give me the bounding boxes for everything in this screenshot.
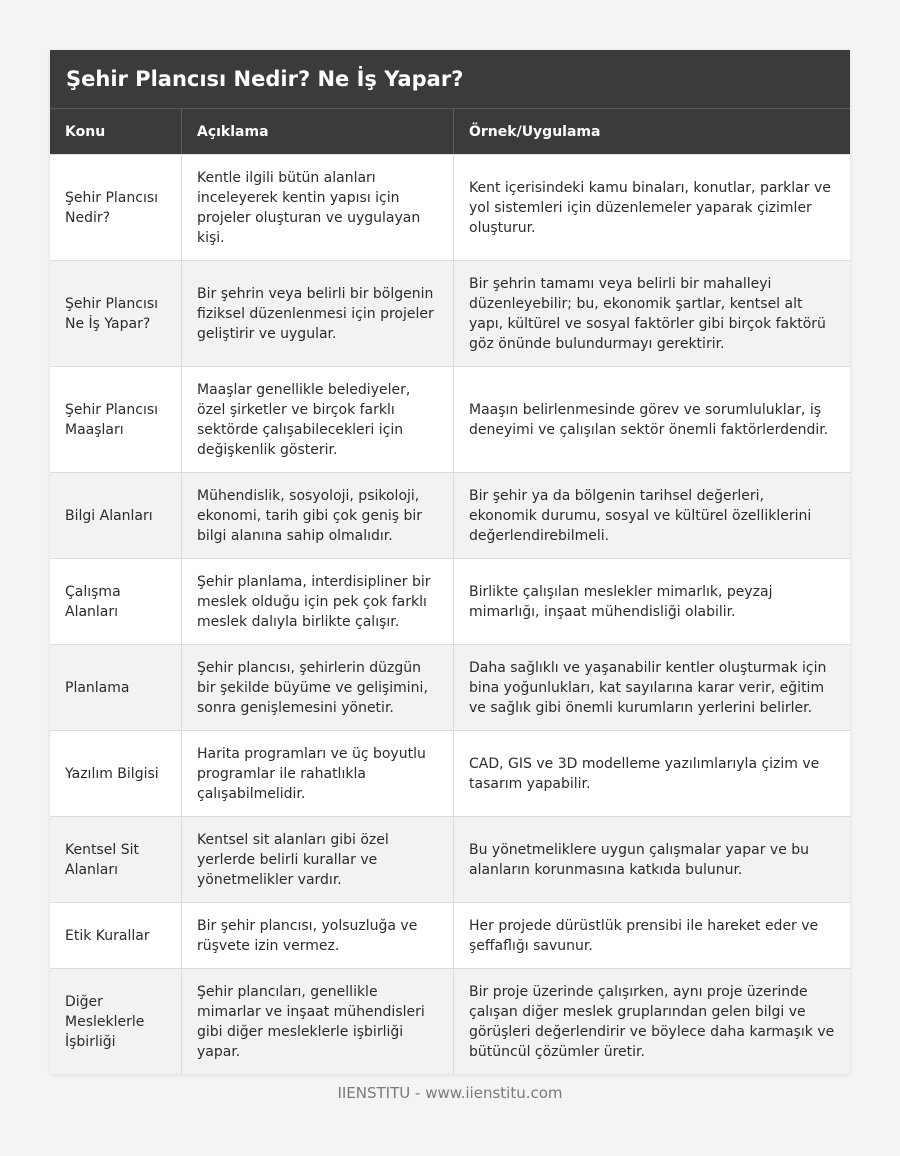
- table-row: [50, 260, 850, 366]
- cell-aciklama: Harita programları ve üç boyutlu programlar ile rahatlıkla çalışabilmelidir.: [182, 731, 454, 816]
- header-aciklama: Açıklama: [182, 109, 454, 154]
- table-row: [50, 154, 850, 260]
- table-row: [50, 730, 850, 816]
- cell-konu: Şehir Plancısı Nedir?: [50, 155, 182, 260]
- table-body: [50, 154, 850, 1074]
- cell-konu: Bilgi Alanları: [50, 473, 182, 558]
- table-row: [50, 366, 850, 472]
- header-konu: Konu: [50, 109, 182, 154]
- cell-ornek: Bu yönetmeliklere uygun çalışmalar yapar ve bu alanların korunmasına katkıda bulunur.: [469, 841, 810, 878]
- cell-ornek: Bir şehir ya da bölgenin tarihsel değerleri, ekonomik durumu, sosyal ve kültürel özelliklerini değerlendirebilmeli.: [469, 487, 812, 544]
- cell-ornek: Daha sağlıklı ve yaşanabilir kentler oluşturmak için bina yoğunlukları, kat sayılarına karar verir, eğitim ve sağlık gibi önemli kurumların yerlerini belirler.: [469, 659, 827, 716]
- table-title: Şehir Plancısı Nedir? Ne İş Yapar?: [50, 50, 850, 108]
- table-row: [50, 644, 850, 730]
- cell-ornek: Bir proje üzerinde çalışırken, aynı proje üzerinde çalışan diğer meslek gruplarından gelen bilgi ve görüşleri değerlendirir ve böylece daha karmaşık ve bütüncül çözümler üretir.: [469, 983, 835, 1060]
- cell-aciklama: Şehir plancıları, genellikle mimarlar ve inşaat mühendisleri gibi diğer mesleklerle işbirliği yapar.: [182, 969, 454, 1074]
- cell-aciklama: Bir şehir plancısı, yolsuzluğa ve rüşvete izin vermez.: [182, 903, 454, 968]
- cell-aciklama: Maaşlar genellikle belediyeler, özel şirketler ve birçok farklı sektörde çalışabilecekleri için değişkenlik gösterir.: [182, 367, 454, 472]
- table-row: [50, 472, 850, 558]
- cell-aciklama: Şehir planlama, interdisipliner bir meslek olduğu için pek çok farklı meslek dalıyla birlikte çalışır.: [182, 559, 454, 644]
- table-row: [50, 558, 850, 644]
- cell-aciklama: Kentsel sit alanları gibi özel yerlerde belirli kurallar ve yönetmelikler vardır.: [182, 817, 454, 902]
- table-row: [50, 816, 850, 902]
- cell-konu: Şehir Plancısı Ne İş Yapar?: [50, 261, 182, 366]
- cell-aciklama: Bir şehrin veya belirli bir bölgenin fiziksel düzenlenmesi için projeler geliştirir ve uygular.: [182, 261, 454, 366]
- table-row: [50, 902, 850, 968]
- info-table-card: [50, 50, 850, 1074]
- footer-credit: IIENSTITU - www.iienstitu.com: [337, 1084, 563, 1102]
- cell-aciklama: Mühendislik, sosyoloji, psikoloji, ekonomi, tarih gibi çok geniş bir bilgi alanına sahip olmalıdır.: [182, 473, 454, 558]
- cell-aciklama: Kentle ilgili bütün alanları inceleyerek kentin yapısı için projeler oluşturan ve uygulayan kişi.: [182, 155, 454, 260]
- cell-ornek: Kent içerisindeki kamu binaları, konutlar, parklar ve yol sistemleri için düzenlemeler yaparak çizimler oluşturur.: [469, 179, 831, 236]
- cell-ornek: Birlikte çalışılan meslekler mimarlık, peyzaj mimarlığı, inşaat mühendisliği olabilir.: [469, 583, 773, 620]
- table-row: [50, 968, 850, 1074]
- cell-ornek: Maaşın belirlenmesinde görev ve sorumluluklar, iş deneyimi ve çalışılan sektör önemli faktörlerdendir.: [469, 401, 829, 438]
- cell-konu: Planlama: [50, 645, 182, 730]
- cell-konu: Etik Kurallar: [50, 903, 182, 968]
- cell-aciklama: Şehir plancısı, şehirlerin düzgün bir şekilde büyüme ve gelişimini, sonra genişlemesini yönetir.: [182, 645, 454, 730]
- cell-konu: Şehir Plancısı Maaşları: [50, 367, 182, 472]
- cell-konu: Çalışma Alanları: [50, 559, 182, 644]
- cell-konu: Yazılım Bilgisi: [50, 731, 182, 816]
- cell-ornek: CAD, GIS ve 3D modelleme yazılımlarıyla çizim ve tasarım yapabilir.: [469, 755, 820, 792]
- table-header-row: [50, 108, 850, 154]
- cell-konu: Kentsel Sit Alanları: [50, 817, 182, 902]
- header-ornek: Örnek/Uygulama: [469, 123, 601, 140]
- cell-ornek: Bir şehrin tamamı veya belirli bir mahalleyi düzenleyebilir; bu, ekonomik şartlar, kentsel alt yapı, kültürel ve sosyal faktörler gibi birçok faktörü göz önünde bulundurmayı gerektirir.: [469, 275, 826, 352]
- cell-ornek: Her projede dürüstlük prensibi ile hareket eder ve şeffaflığı savunur.: [469, 917, 819, 954]
- cell-konu: Diğer Mesleklerle İşbirliği: [50, 969, 182, 1074]
